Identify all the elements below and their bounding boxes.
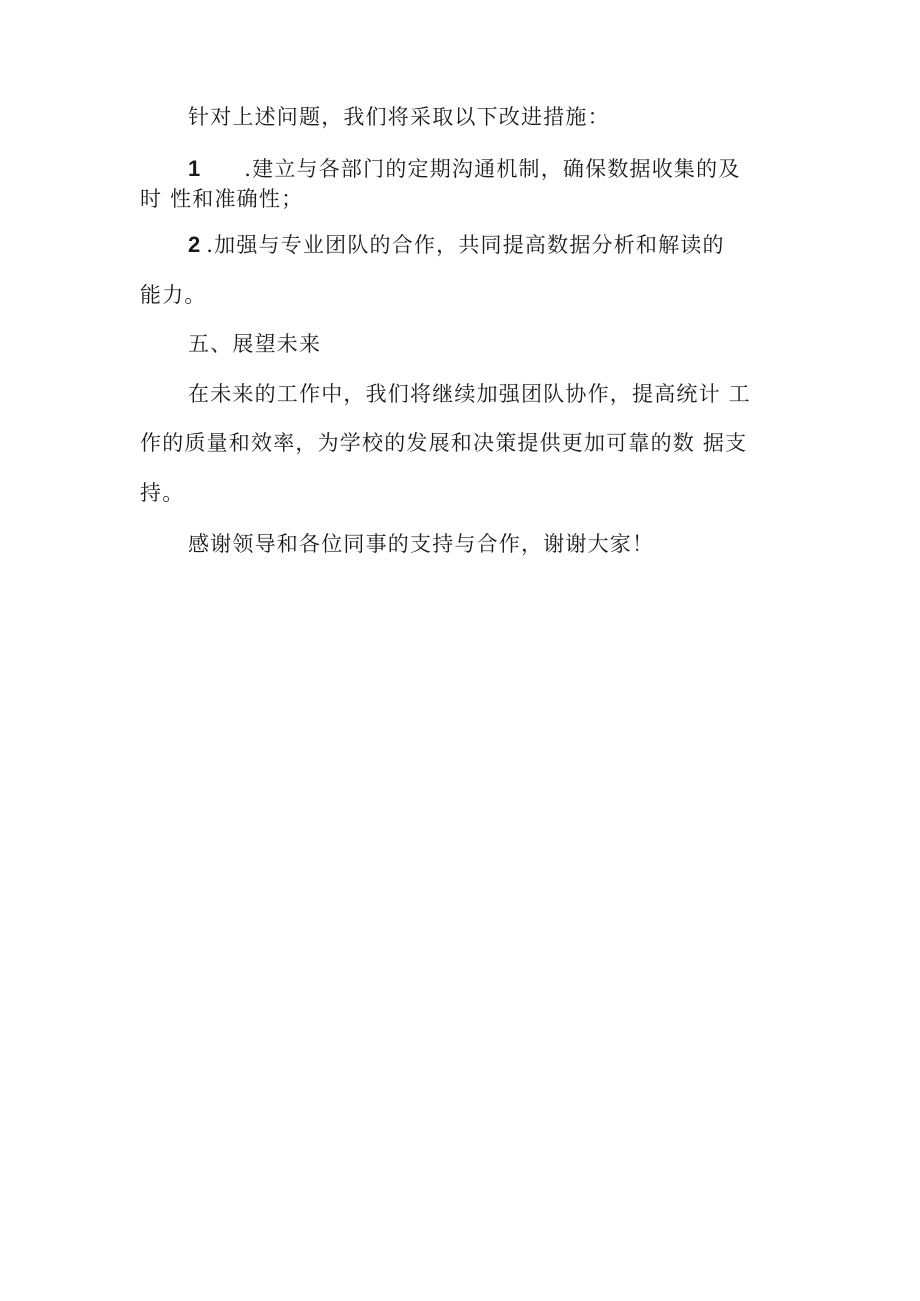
list-item-1 bbox=[188, 154, 741, 184]
list-item-2-continuation: 能力。 bbox=[140, 283, 207, 307]
list-item-1-continuation: 时 性和准确性； bbox=[140, 187, 304, 211]
list-item-2 bbox=[188, 230, 725, 260]
future-paragraph-line-1: 在未来的工作中，我们将继续加强团队协作，提高统计 工 bbox=[188, 382, 751, 406]
future-paragraph-line-2: 作的质量和效率，为学校的发展和决策提供更加可靠的数 据支 bbox=[140, 431, 748, 455]
section-heading: 五、展望未来 bbox=[188, 332, 322, 356]
list-item-1-number: 1 bbox=[188, 156, 201, 181]
list-item-1-text: .建立与各部门的定期沟通机制，确保数据收集的及 bbox=[244, 157, 741, 181]
list-item-2-number: 2 bbox=[188, 232, 201, 257]
closing-paragraph: 感谢领导和各位同事的支持与合作，谢谢大家！ bbox=[188, 532, 655, 556]
intro-paragraph: 针对上述问题，我们将采取以下改进措施： bbox=[188, 105, 610, 129]
future-paragraph-line-3: 持。 bbox=[140, 481, 185, 505]
list-item-2-text: .加强与专业团队的合作，共同提高数据分析和解读的 bbox=[206, 233, 725, 257]
